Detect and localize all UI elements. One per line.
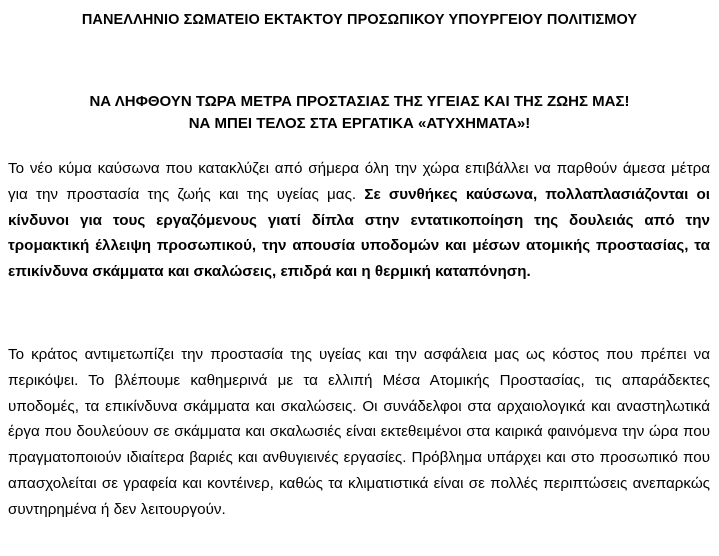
headline-line-2: ΝΑ ΜΠΕΙ ΤΕΛΟΣ ΣΤΑ ΕΡΓΑΤΙΚΑ «ΑΤΥΧΗΜΑΤΑ»! xyxy=(188,115,531,132)
headline-line-1: ΝΑ ΛΗΦΘΟΥΝ ΤΩΡΑ ΜΕΤΡΑ ΠΡΟΣΤΑΣΙΑΣ ΤΗΣ ΥΓΕΙΑΣ ΚΑΙ ΤΗΣ ΖΩΗΣ ΜΑΣ! xyxy=(89,93,630,110)
organization-title: ΠΑΝΕΛΛΗΝΙΟ ΣΩΜΑΤΕΙΟ ΕΚΤΑΚΤΟΥ ΠΡΟΣΩΠΙΚΟΥ ΥΠΟΥΡΓΕΙΟΥ ΠΟΛΙΤΙΣΜΟΥ xyxy=(81,12,638,28)
paragraph-2: Το κράτος αντιμετωπίζει την προστασία της υγείας και την ασφάλεια μας ως κόστος που πρέπει να περικόψει. Το βλέπουμε καθημερινά με τα ελλιπή Μέσα Ατομικής Προστασίας, τις απαράδεκτες υποδομές, τα επικίνδυνα σκάμματα και σκαλώσεις. Οι συνάδελφοι στα αρχαιολογικά και αναστηλωτικά έργα που δουλεύουν σε σκάμματα και σκαλωσιές είναι εκτεθειμένοι στα καιρικά φαινόμενα την ώρα που πραγματοποιούν ιδιαίτερα βαριές και ανθυγιεινές εργασίες. Πρόβλημα υπάρχει και στο προσωπικό που απασχολείται σε γραφεία και κοντέινερ, καθώς τα κλιματιστικά είναι σε πολλές περιπτώσεις ανεπαρκώς συντηρημένα ή δεν λειτουργούν. xyxy=(8,346,710,518)
paragraph-1-bold-text: Σε συνθήκες καύσωνα, πολλαπλασιάζονται οι κίνδυνοι για τους εργαζόμενους γιατί δίπλα στην εντατικοποίηση της δουλειάς από την τρομακτική έλλειψη προσωπικού, την απουσία υποδομών και μέσων ατομικής προστασίας, τα επικίνδυνα σκάμματα και σκαλώσεις, επιδρά και η θερμική καταπόνηση. xyxy=(8,185,711,281)
headline xyxy=(0,91,719,135)
paragraph-1 xyxy=(8,156,710,285)
paragraph-1-regular-text: Το νέο κύμα καύσωνα που κατακλύζει από σήμερα όλη την χώρα επιβάλλει να παρθούν άμεσα μέτρα για την προστασία της ζωής και της υγείας μας. xyxy=(8,160,710,203)
